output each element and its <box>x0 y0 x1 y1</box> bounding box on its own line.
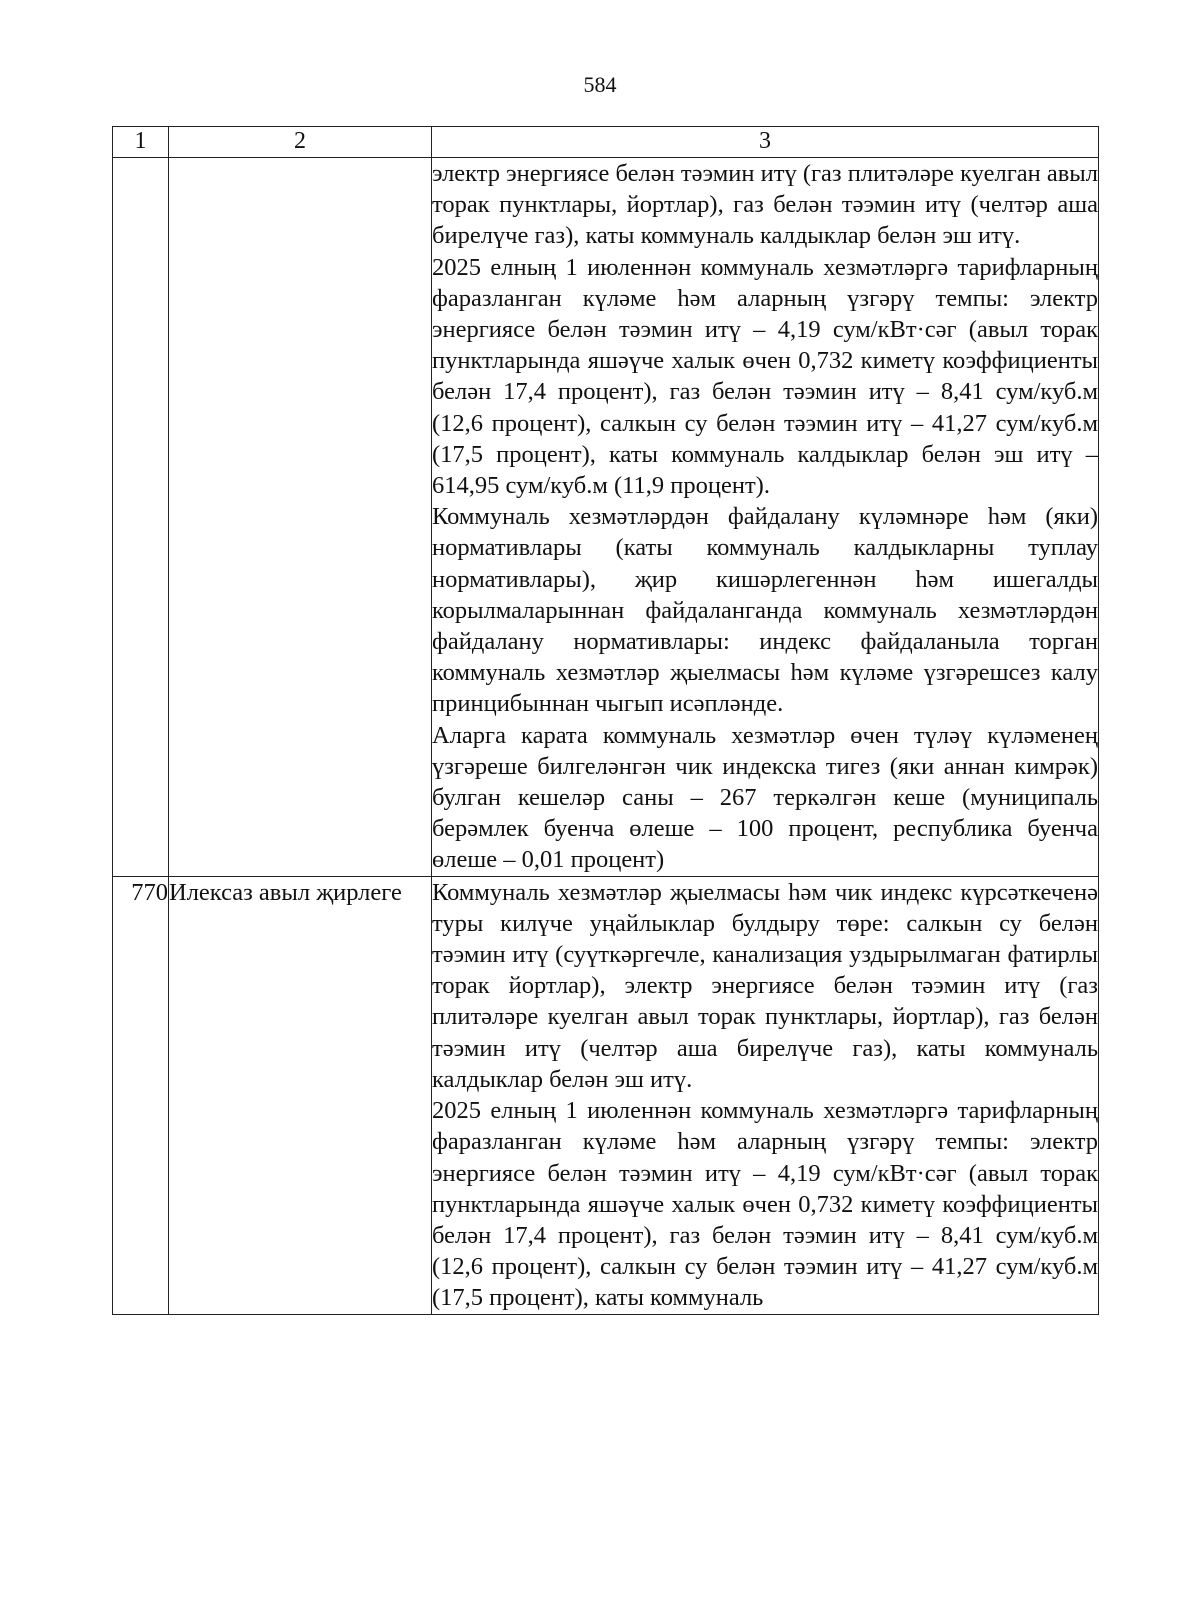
description-cell <box>432 158 1099 877</box>
column-header-2: 2 <box>169 127 432 158</box>
paragraph: Аларга карата коммуналь хезмәтләр өчен түләү күләменең үзгәреше билгеләнгән чик индекска тигез (яки аннан кимрәк) булган кешеләр саны – 267 теркәлгән кеше (муниципаль берәмлек буенча өлеше – 100 процент, республика буенча өлеше – 0,01 процент) <box>432 721 1098 874</box>
page-number: 584 <box>583 72 617 97</box>
row-number: 770 <box>113 876 169 1314</box>
paragraph: Коммуналь хезмәтләр җыелмасы һәм чик индекс күрсәткеченә туры килүче уңайлыклар булдыру төре: салкын су белән тәэмин итү (суүткәргечле, канализация уздырылмаган фатирлы торак йортлар), электр энергиясе белән тәэмин итү (газ плитәләре куелган авыл торак пунктлары, йортлар), газ белән тәэмин итү (челтәр аша бирелүче газ), каты коммуналь калдыклар белән эш итү. <box>432 878 1098 1093</box>
settlement-name <box>169 158 432 877</box>
table-row <box>113 158 1099 877</box>
table-row <box>113 876 1099 1314</box>
column-header-1: 1 <box>113 127 169 158</box>
paragraph: Коммуналь хезмәтләрдән файдалану күләмнәре һәм (яки) нормативлары (каты коммуналь калдыкларны туплау нормативлары), җир кишәрлегеннән һәм ишегалды корылмаларыннан файдаланганда коммуналь хезмәтләрдән файдалану нормативлары: индекс файдаланыла торган коммуналь хезмәтләр җыелмасы һәм күләме үзгәрешсез калу принцибыннан чыгып исәпләнде. <box>432 503 1098 718</box>
paragraph: 2025 елның 1 июленнән коммуналь хезмәтләргә тарифларның фаразланган күләме һәм аларның үзгәрү темпы: электр энергиясе белән тәэмин итү – 4,19 сум/кВт·сәг (авыл торак пунктларында яшәүче халык өчен 0,732 киметү коэффициенты белән 17,4 процент), газ белән тәэмин итү – 8,41 сум/куб.м (12,6 процент), салкын су белән тәэмин итү – 41,27 сум/куб.м (17,5 процент), каты коммуналь <box>432 1097 1098 1312</box>
row-number <box>113 158 169 877</box>
table-header-row <box>113 127 1099 158</box>
document-table <box>112 126 1099 1315</box>
paragraph: электр энергиясе белән тәэмин итү (газ плитәләре куелган авыл торак пунктлары, йортлар), газ белән тәэмин итү (челтәр аша бирелүче газ), каты коммуналь калдыклар белән эш итү. <box>432 160 1098 250</box>
settlement-name: Илексаз авыл җирлеге <box>169 876 432 1314</box>
column-header-3: 3 <box>432 127 1099 158</box>
paragraph: 2025 елның 1 июленнән коммуналь хезмәтләргә тарифларның фаразланган күләме һәм аларның үзгәрү темпы: электр энергиясе белән тәэмин итү – 4,19 сум/кВт·сәг (авыл торак пунктларында яшәүче халык өчен 0,732 киметү коэффициенты белән 17,4 процент), газ белән тәэмин итү – 8,41 сум/куб.м (12,6 процент), салкын су белән тәэмин итү – 41,27 сум/куб.м (17,5 процент), каты коммуналь калдыклар белән эш итү – 614,95 сум/куб.м (11,9 процент). <box>432 253 1098 500</box>
description-cell <box>432 876 1099 1314</box>
